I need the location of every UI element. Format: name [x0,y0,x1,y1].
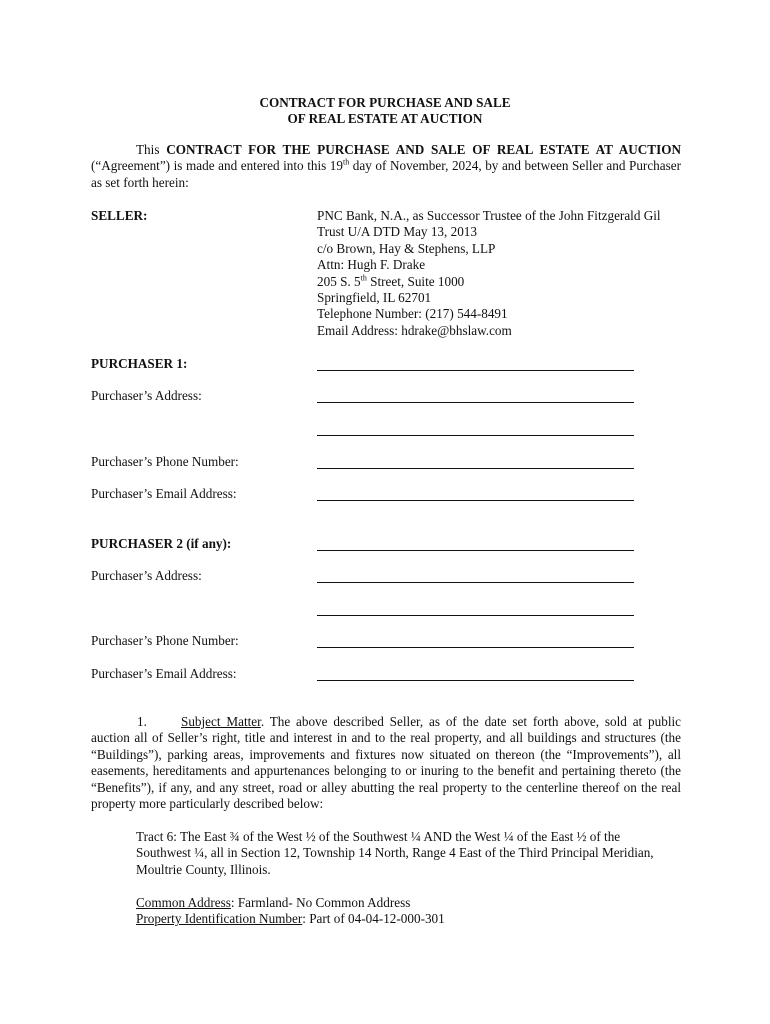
purchaser2-name-field[interactable] [317,550,634,551]
document-title [0,95,770,128]
intro-paragraph [91,142,681,191]
seller-street-rest: Street, Suite 1000 [366,273,465,289]
property-id-label: Property Identification Number [136,911,303,926]
intro-contract-name: CONTRACT FOR THE PURCHASE AND SALE OF REAL ESTATE AT AUCTION [166,142,681,157]
purchaser2-address-field-2[interactable] [317,615,634,616]
purchaser1-address-label: Purchaser’s Address: [91,388,202,403]
purchaser2-address-field[interactable] [317,582,634,583]
seller-attention: Attn: Hugh F. Drake [317,257,426,273]
seller-trust: Trust U/A DTD May 13, 2013 [317,224,477,240]
seller-details [317,208,697,339]
legal-description: Tract 6: The East ¾ of the West ½ of the Southwest ¼ AND the West ¼ of the East ½ of the Southwest ¼, all in Section 12, Township 14 North, Range 4 East of the Third Principal Meridian, Moultrie County, Illinois. [136,829,654,877]
purchaser1-phone-label: Purchaser’s Phone Number: [91,454,239,469]
title-line-2: OF REAL ESTATE AT AUCTION [287,111,483,127]
seller-street-suffix: th [360,273,367,283]
purchaser2-address-label: Purchaser’s Address: [91,568,202,583]
purchaser2-phone-field[interactable] [317,647,634,648]
purchaser2-email-label: Purchaser’s Email Address: [91,666,237,681]
seller-name: PNC Bank, N.A., as Successor Trustee of the John Fitzgerald Gil [317,208,661,223]
seller-street-number: 205 S. 5 [317,273,361,289]
section-1-number: 1. [137,714,147,729]
common-address-value: : Farmland- No Common Address [230,895,411,910]
section-1-paragraph [91,714,681,812]
intro-text-end: day of November, 2024, by and between Seller and Purchaser as set forth herein: [91,158,681,190]
intro-ordinal-suffix: th [343,158,350,168]
purchaser2-email-field[interactable] [317,680,634,681]
intro-text: (“Agreement”) is made and entered into this 19 [91,158,343,174]
seller-email: Email Address: hdrake@bhslaw.com [317,322,512,338]
property-id-number [136,911,445,927]
purchaser1-address-field-2[interactable] [317,435,634,436]
seller-street [317,274,697,290]
purchaser1-email-field[interactable] [317,500,634,501]
purchaser2-label: PURCHASER 2 (if any): [91,536,232,551]
seller-phone: Telephone Number: (217) 544-8491 [317,306,508,322]
purchaser1-phone-field[interactable] [317,468,634,469]
property-id-value: : Part of 04-04-12-000-301 [302,911,445,926]
purchaser1-address-field[interactable] [317,402,634,403]
seller-care-of: c/o Brown, Hay & Stephens, LLP [317,240,496,256]
seller-label: SELLER: [91,208,148,223]
purchaser1-label: PURCHASER 1: [91,356,188,371]
intro-lead: This [136,142,167,157]
seller-city: Springfield, IL 62701 [317,290,432,306]
common-address [136,895,410,911]
purchaser1-email-label: Purchaser’s Email Address: [91,486,237,501]
purchaser2-phone-label: Purchaser’s Phone Number: [91,633,239,648]
section-1-body: . The above described Seller, as of the date set forth above, sold at public auction all of Seller’s right, title and interest in and to the real property, and all buildings and structures (the “Buildings”), parking areas, improvements and fixtures now situated on thereon (the “Improvements”), all easements, hereditaments and appurtenances belonging to or inuring to the benefit and pertaining thereto (the “Benefits”), if any, and any street, road or alley abutting the real property to the centerline thereof on the real property more particularly described below: [91,714,682,812]
section-1-heading: Subject Matter [181,714,261,729]
title-line-1: CONTRACT FOR PURCHASE AND SALE [259,95,511,110]
common-address-label: Common Address [136,895,231,910]
purchaser1-name-field[interactable] [317,370,634,371]
